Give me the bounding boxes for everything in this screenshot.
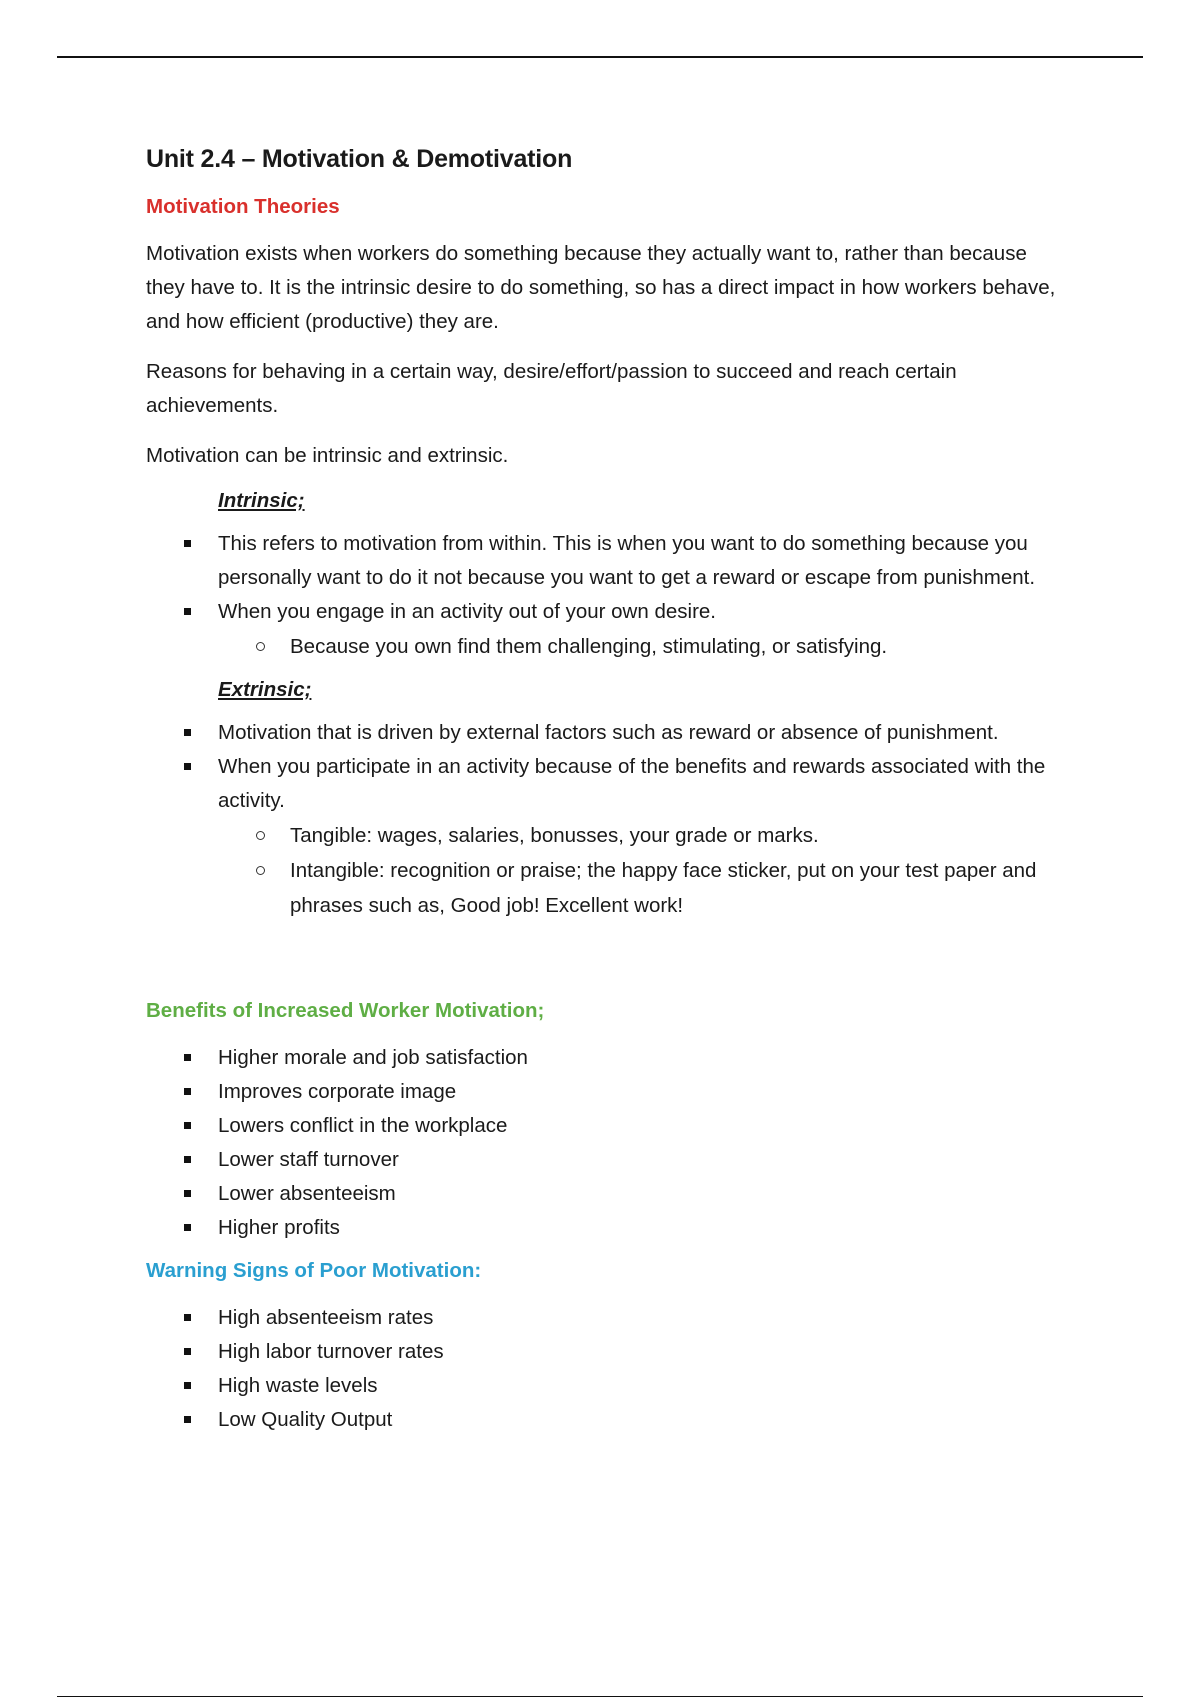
paragraph: Motivation exists when workers do something because they actually want to, rather than because they have to. It is the intrinsic desire to do something, so has a direct impact in how workers behave, and how efficient (productive) they are.: [146, 242, 1056, 333]
list-item: Motivation that is driven by external factors such as reward or absence of punishment.: [146, 716, 1066, 750]
list-item: This refers to motivation from within. This is when you want to do something because you personally want to do it not because you want to get a reward or escape from punishment.: [146, 527, 1066, 595]
extrinsic-list: [146, 716, 1066, 923]
section-heading-motivation-theories: Motivation Theories: [146, 195, 340, 218]
footer-rule: [57, 1696, 1143, 1697]
section-heading-benefits: Benefits of Increased Worker Motivation;: [146, 999, 545, 1022]
intrinsic-sub-list: [218, 629, 1066, 664]
header-rule: [57, 56, 1143, 58]
list-item: Lowers conflict in the workplace: [146, 1109, 1066, 1143]
benefits-list: [146, 1041, 1066, 1245]
document-body: [146, 145, 1066, 1451]
extrinsic-sub-list: [218, 818, 1066, 923]
list-item: [146, 595, 1066, 664]
intrinsic-list: [146, 527, 1066, 664]
list-item: Lower staff turnover: [146, 1143, 1066, 1177]
list-item: Lower absenteeism: [146, 1177, 1066, 1211]
list-item: High absenteeism rates: [146, 1301, 1066, 1335]
sub-list-item: Tangible: wages, salaries, bonusses, your grade or marks.: [218, 818, 1066, 853]
subheading-intrinsic: Intrinsic;: [218, 489, 305, 512]
list-item: High labor turnover rates: [146, 1335, 1066, 1369]
list-item: Higher profits: [146, 1211, 1066, 1245]
warning-list: [146, 1301, 1066, 1437]
list-item: Higher morale and job satisfaction: [146, 1041, 1066, 1075]
list-item-text: When you engage in an activity out of your own desire.: [218, 600, 716, 623]
section-heading-warning-signs: Warning Signs of Poor Motivation:: [146, 1259, 482, 1282]
subheading-extrinsic: Extrinsic;: [218, 678, 312, 701]
list-item: High waste levels: [146, 1369, 1066, 1403]
document-title: Unit 2.4 – Motivation & Demotivation: [146, 145, 573, 173]
list-item: Low Quality Output: [146, 1403, 1066, 1437]
paragraph: Reasons for behaving in a certain way, desire/effort/passion to succeed and reach certain achievements.: [146, 360, 957, 417]
list-item-text: When you participate in an activity because of the benefits and rewards associated with the activity.: [218, 755, 1046, 812]
sub-list-item: Intangible: recognition or praise; the happy face sticker, put on your test paper and phrases such as, Good job! Excellent work!: [218, 853, 1066, 923]
list-item: [146, 750, 1066, 923]
paragraph: Motivation can be intrinsic and extrinsic.: [146, 444, 509, 467]
list-item: Improves corporate image: [146, 1075, 1066, 1109]
sub-list-item: Because you own find them challenging, stimulating, or satisfying.: [218, 629, 1066, 664]
